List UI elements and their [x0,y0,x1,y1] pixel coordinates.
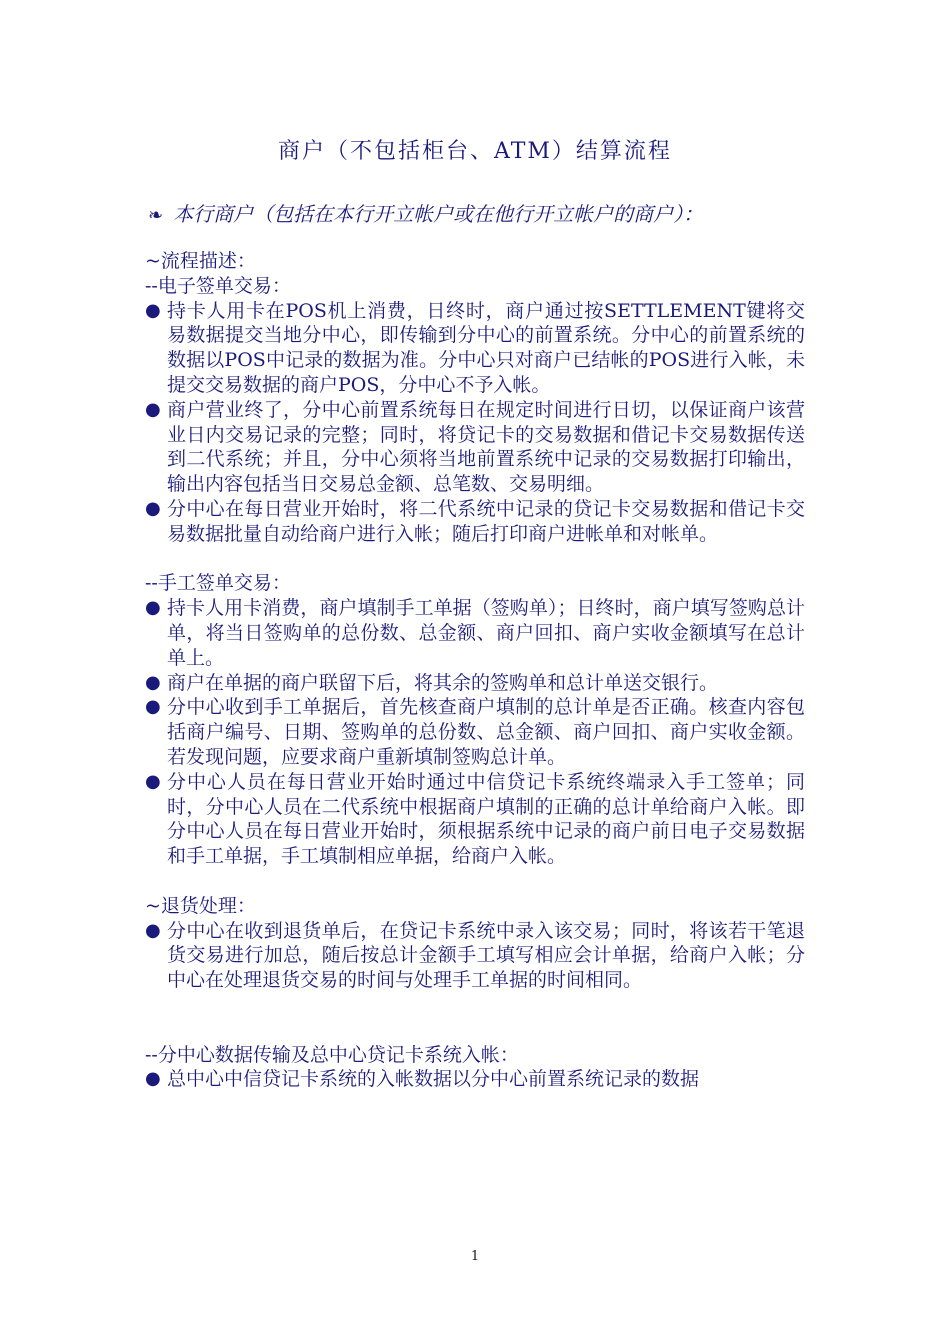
list-item-text: 持卡人用卡在POS机上消费，日终时，商户通过按SETTLEMENT键将交易数据提交当地分中心，即传输到分中心的前置系统。分中心的前置系统的数据以POS中记录的数据为准。分中心只对商户已结帐的POS进行入帐，未提交交易数据的商户POS，分中心不予入帐。 [167,299,805,396]
list-item-text: 分中心在每日营业开始时，将二代系统中记录的贷记卡交易数据和借记卡交易数据批量自动给商户进行入帐；随后打印商户进帐单和对帐单。 [167,497,805,545]
list-item-text: 商户营业终了，分中心前置系统每日在规定时间进行日切，以保证商户该营业日内交易记录的完整；同时，将贷记卡的交易数据和借记卡交易数据传送到二代系统；并且，分中心须将当地前置系统中记录的交易数据打印输出，输出内容包括当日交易总金额、总笔数、交易明细。 [167,398,805,496]
section-heading-transfer: --分中心数据传输及总中心贷记卡系统入帐： [145,1043,519,1066]
page-number: 1 [470,1249,480,1264]
list-item-text: 分中心收到手工单据后，首先核查商户填制的总计单是否正确。核查内容包括商户编号、日期、签购单的总份数、总金额、商户回扣、商户实收金额。若发现问题，应要求商户重新填制签购总计单。 [167,696,805,768]
bullet-dot-icon: ● [145,671,161,693]
bullet-dot-icon: ● [145,919,161,941]
document-title: 商户（不包括柜台、ATM）结算流程 [278,139,672,164]
section-heading-refund: ~退货处理： [145,894,256,917]
list-item [145,299,805,398]
bullet-dot-icon: ● [145,398,161,420]
bullet-flourish-icon: ❧ [148,205,164,226]
list-item [145,770,805,869]
list-item [145,497,805,547]
list-item [145,671,805,696]
list-item [145,1067,805,1092]
intro-line [148,198,703,227]
bullet-dot-icon: ● [145,597,161,619]
section-heading-electronic: --电子签单交易： [145,274,291,297]
list-item [145,919,805,993]
list-item-text: 分中心在收到退货单后，在贷记卡系统中录入该交易；同时，将该若干笔退货交易进行加总，随后按总计金额手工填写相应会计单据，给商户入帐；分中心在处理退货交易的时间与处理手工单据的时间相同。 [167,919,805,992]
spacer [145,547,825,572]
list-item [145,596,805,670]
list-item-text: 分中心人员在每日营业开始时通过中信贷记卡系统终端录入手工签单；同时，分中心人员在二代系统中根据商户填制的正确的总计单给商户入帐。即分中心人员在每日营业开始时，须根据系统中记录的商户前日电子交易数据和手工单据，手工填制相应单据，给商户入帐。 [167,770,805,868]
spacer [145,993,825,1043]
section-heading-manual: --手工签单交易： [145,572,291,595]
bullet-dot-icon: ● [145,696,161,718]
bullet-dot-icon: ● [145,1068,161,1090]
spacer [145,869,825,894]
bullet-dot-icon: ● [145,497,161,519]
document-body [145,249,825,1092]
intro-text: 本行商户（包括在本行开立帐户或在他行开立帐户的商户）： [173,202,704,226]
list-item-text: 总中心中信贷记卡系统的入帐数据以分中心前置系统记录的数据 [167,1068,700,1091]
list-item-text: 商户在单据的商户联留下后，将其余的签购单和总计单送交银行。 [167,671,719,694]
bullet-dot-icon: ● [145,770,161,792]
section-heading-process: ~流程描述： [145,250,256,272]
bullet-dot-icon: ● [145,299,161,321]
list-item [145,398,805,497]
list-item [145,695,805,769]
list-item-text: 持卡人用卡消费，商户填制手工单据（签购单）；日终时，商户填写签购总计单，将当日签购单的总份数、总金额、商户回扣、商户实收金额填写在总计单上。 [167,597,805,669]
